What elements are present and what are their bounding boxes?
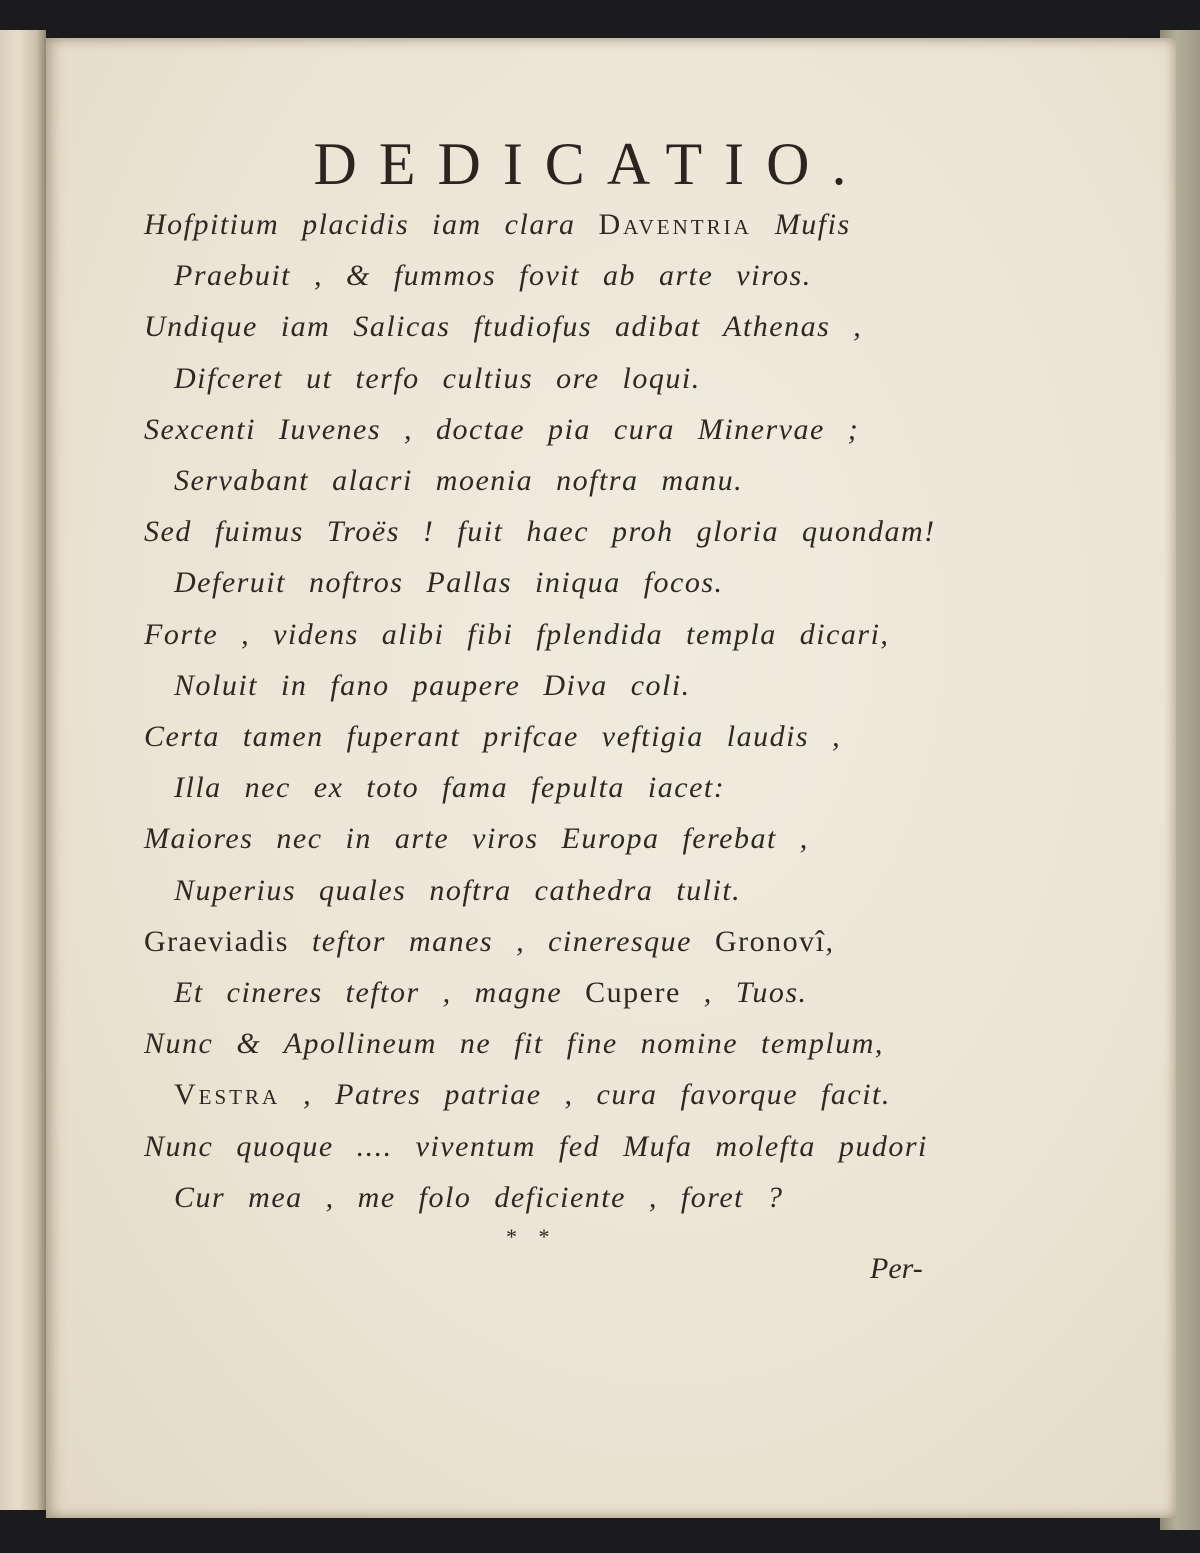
verse-line: [174, 362, 701, 396]
catchword: Per-: [870, 1252, 923, 1285]
verse-line: [144, 720, 841, 754]
verse-text: Daventria: [598, 208, 752, 241]
verse-line: [174, 874, 741, 908]
verse-text: Deferuit noftros Pallas iniqua focos.: [174, 566, 724, 600]
verse-line: [144, 413, 859, 447]
verse-line: [144, 1130, 928, 1164]
verse-text: , Tuos.: [680, 976, 808, 1009]
verse-line: [144, 618, 889, 652]
verse-line: [174, 1078, 891, 1112]
verse-text: Sexcenti Iuvenes , doctae pia cura Minervae ;: [144, 412, 860, 446]
verse-line: [144, 822, 809, 856]
verse-line: [144, 515, 936, 549]
verse-text: Graeviadis: [144, 924, 289, 958]
verse-text: Hofpitium placidis iam clara: [144, 208, 599, 241]
verse-line: [144, 925, 834, 959]
verse-text: Maiores nec in arte viros Europa ferebat ,: [144, 822, 809, 856]
verse-text: Certa tamen fuperant prifcae veftigia laudis ,: [144, 720, 842, 753]
signature-mark: * *: [506, 1224, 558, 1249]
verse-text: Sed fuimus Troës ! fuit haec proh gloria quondam!: [144, 515, 936, 549]
verse-text: Gronovî: [714, 924, 826, 958]
verse-text: Mufis: [751, 208, 851, 241]
verse-text: Difceret ut terfo cultius ore loqui.: [174, 361, 701, 395]
verse-text: Et cineres teftor , magne: [174, 976, 586, 1009]
verse-text: ,: [825, 924, 835, 958]
verse-text: teftor manes , cineresque: [288, 924, 715, 958]
verse-text: Nunc quoque .... viventum fed Mufa molefta pudori: [144, 1129, 928, 1163]
verse-text: Illa nec ex toto fama fepulta iacet:: [174, 771, 726, 805]
verse-line: [174, 1181, 783, 1215]
verse-line: [174, 771, 725, 805]
verse-line: [174, 976, 808, 1010]
verse-text: Cupere: [585, 976, 681, 1009]
verse-line: [144, 1027, 884, 1061]
page: [46, 38, 1176, 1518]
verse-line: [144, 310, 862, 344]
verse-text: Vestra: [174, 1078, 281, 1112]
verse-line: [174, 464, 743, 498]
verse-text: Cur mea , me folo deficiente , foret ?: [174, 1180, 784, 1214]
page-title: DEDICATIO.: [313, 131, 869, 197]
verse-text: Servabant alacri moenia noftra manu.: [174, 464, 744, 497]
verse-line: [174, 566, 724, 600]
verse-text: Noluit in fano paupere Diva coli.: [174, 668, 691, 702]
verse-text: Nunc & Apollineum ne fit fine nomine templum,: [144, 1027, 884, 1061]
verse-text: Nuperius quales noftra cathedra tulit.: [174, 873, 742, 907]
verse-text: Forte , videns alibi fibi fplendida templa dicari,: [144, 617, 890, 651]
verse-text: Undique iam Salicas ftudiofus adibat Athenas ,: [144, 310, 863, 344]
verse-text: , Patres patriae , cura favorque facit.: [280, 1078, 891, 1112]
verse-line: [174, 669, 691, 703]
verse-line: [144, 208, 851, 242]
verse-text: Praebuit , & fummos fovit ab arte viros.: [174, 259, 812, 293]
left-page-edge: [0, 30, 46, 1510]
verse-line: [174, 259, 812, 293]
